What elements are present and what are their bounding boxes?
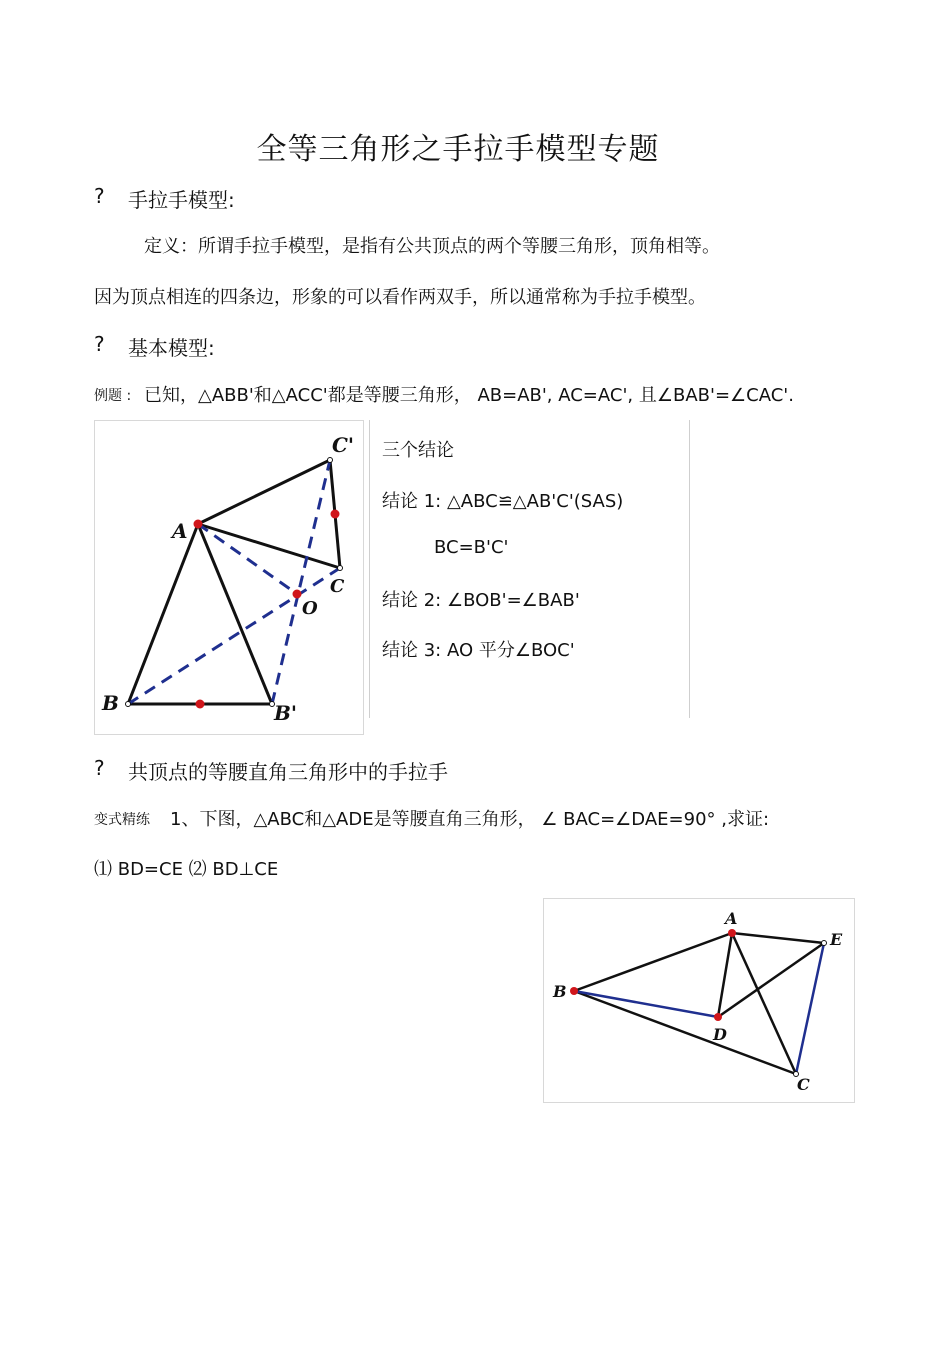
segment-A-Cprime: [198, 460, 330, 524]
point-B: [126, 702, 131, 707]
label-O: O: [302, 598, 318, 619]
point2-D: [714, 1013, 722, 1021]
segment-A-E: [732, 933, 824, 943]
segment-A-B: [128, 524, 198, 704]
point-A: [194, 520, 203, 529]
conclusion-1: 结论 1: △ABC≌△AB'C'(SAS): [382, 491, 624, 512]
section-heading-hand-model: 手拉手模型:: [128, 188, 235, 212]
figure-basic-model: [94, 420, 364, 735]
figure2-frame: [544, 899, 855, 1103]
conclusion-1b: BC=B'C': [434, 537, 509, 558]
label2-B: B: [553, 982, 567, 1001]
point-mid-Cprime-C: [331, 510, 340, 519]
figure-isosceles-right: [543, 898, 855, 1103]
segment-A-C: [198, 524, 340, 568]
section-bullet-1: ?: [94, 184, 105, 208]
segment-B-A: [574, 933, 732, 991]
point2-B: [570, 987, 578, 995]
segment-D-E: [718, 943, 824, 1017]
label2-C: C: [797, 1075, 810, 1094]
point-C: [338, 566, 343, 571]
definition-line-1: 定义：所谓手拉手模型，是指有公共顶点的两个等腰三角形，顶角相等。: [144, 236, 720, 257]
section-bullet-3: ?: [94, 756, 105, 780]
point-mid-B-Bprime: [196, 700, 205, 709]
point2-A: [728, 929, 736, 937]
conclusion-2: 结论 2: ∠BOB'=∠BAB': [382, 590, 580, 611]
label-C: C: [330, 576, 345, 597]
example-tag: 例题 :: [94, 388, 132, 404]
exercise-questions: ⑴ BD=CE ⑵ BD⊥CE: [94, 859, 279, 880]
label2-D: D: [713, 1025, 727, 1044]
conclusion-3: 结论 3: AO 平分∠BOC': [382, 640, 575, 661]
segment-A-D: [718, 933, 732, 1017]
label2-A: A: [725, 909, 738, 928]
conclusions-right-border: [689, 420, 690, 718]
label-B: B: [102, 691, 119, 715]
segment-B-D: [574, 991, 718, 1017]
section-bullet-2: ?: [94, 332, 105, 356]
exercise-text: 1、下图，△ABC和△ADE是等腰直角三角形， ∠ BAC=∠DAE=90° ,求证:: [170, 809, 770, 830]
section-heading-basic-model: 基本模型:: [128, 336, 215, 360]
point2-E: [822, 941, 827, 946]
exercise-tag: 变式精练: [94, 812, 150, 828]
dashed-B-C: [128, 568, 340, 704]
conclusions-left-border: [369, 420, 370, 718]
point-O: [293, 590, 302, 599]
example-text: 已知，△ABB'和△ACC'都是等腰三角形， AB=AB', AC=AC', 且∠BAB'=∠CAC'.: [144, 385, 794, 406]
label-Cprime: C': [332, 433, 355, 457]
point-Cprime: [328, 458, 333, 463]
label-Bprime: B': [274, 701, 298, 725]
label-A: A: [172, 519, 188, 543]
conclusions-heading: 三个结论: [382, 440, 454, 461]
section-heading-isosceles-right: 共顶点的等腰直角三角形中的手拉手: [128, 760, 448, 784]
label2-E: E: [830, 930, 843, 949]
definition-line-2: 因为顶点相连的四条边，形象的可以看作两双手，所以通常称为手拉手模型。: [94, 287, 706, 308]
segment-E-C: [796, 943, 824, 1074]
page-title: 全等三角形之手拉手模型专题: [256, 132, 660, 167]
